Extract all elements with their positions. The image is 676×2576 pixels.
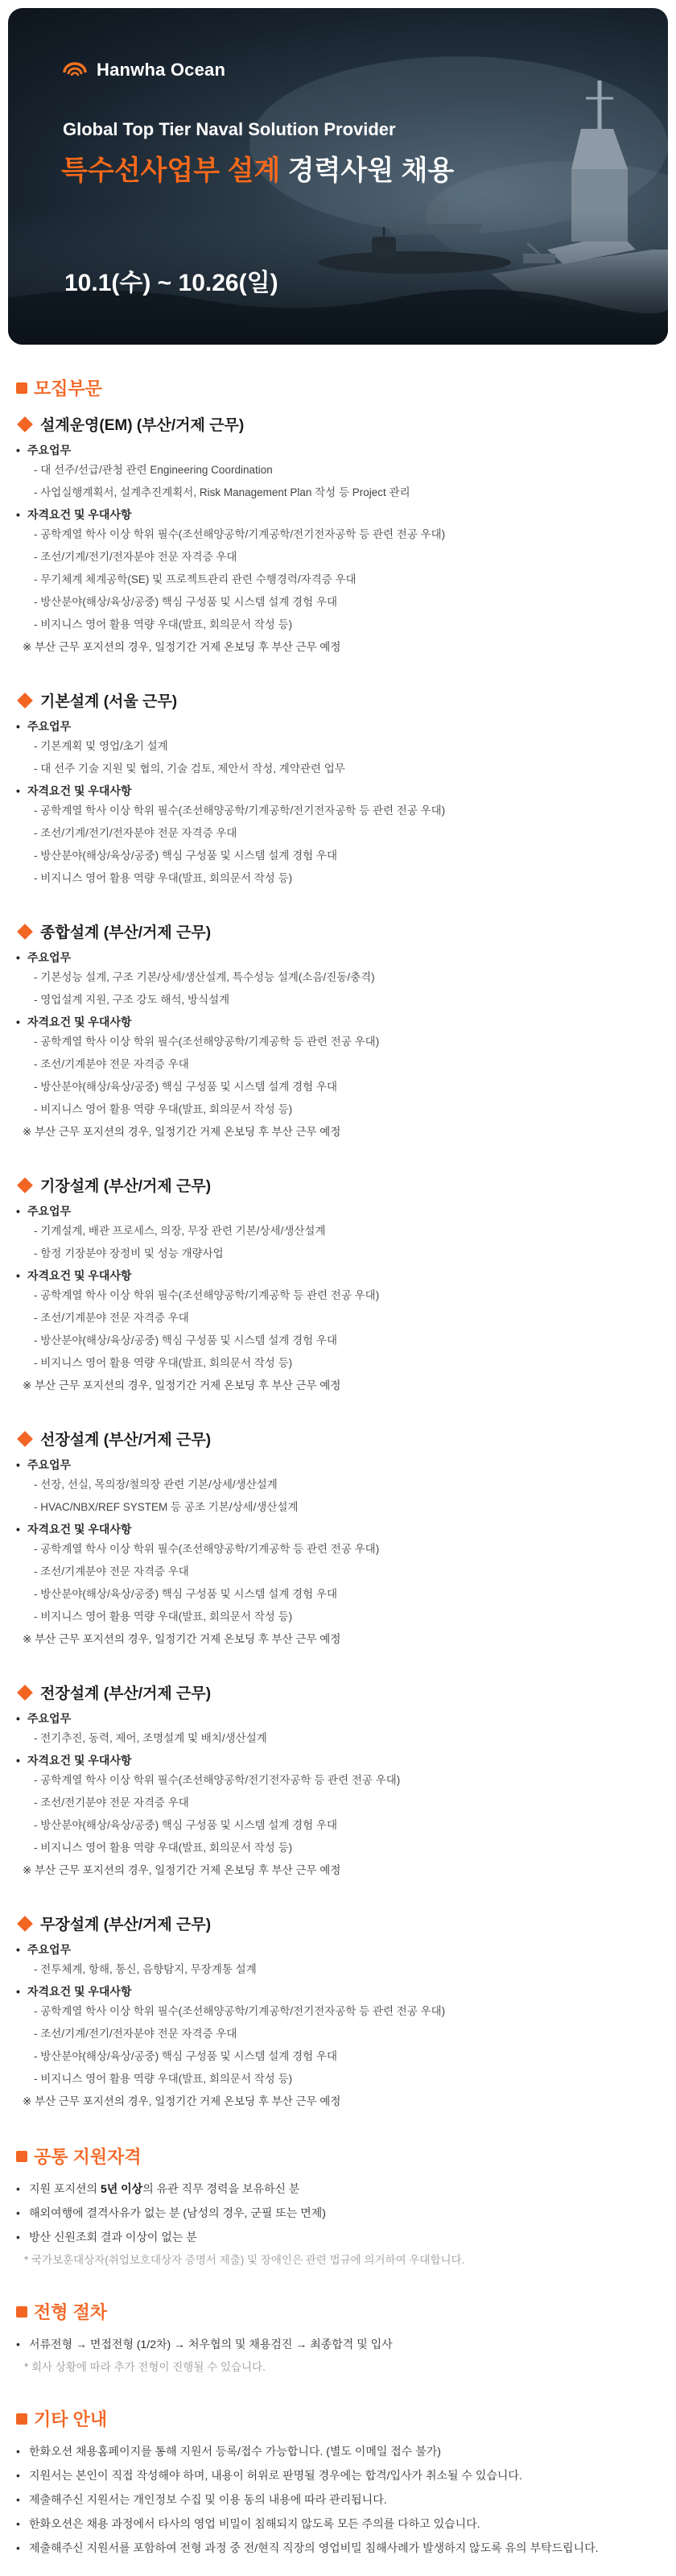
list-item: • 제출해주신 지원서는 개인정보 수집 및 이용 동의 내용에 따라 관리됩니다. [16, 2487, 658, 2512]
duty-item: - 대 선주 기술 지원 및 협의, 기술 검토, 제안서 작성, 계약관련 업무 [16, 758, 658, 780]
location-note: ※ 부산 근무 포지션의 경우, 일정기간 거제 온보딩 후 부산 근무 예정 [16, 1628, 658, 1651]
list-item: • 한화오션 채용홈페이지를 통해 지원서 등록/접수 가능합니다. (별도 이메일 접수 불가) [16, 2439, 658, 2463]
requirements-label: • 자격요건 및 우대사항 [16, 1751, 658, 1769]
job-title: 전장설계 (부산/거제 근무) [40, 1685, 212, 1702]
location-note: ※ 부산 근무 포지션의 경우, 일정기간 거제 온보딩 후 부산 근무 예정 [16, 2090, 658, 2113]
main-content [0, 345, 676, 2576]
diamond-bullet-icon [17, 416, 33, 432]
hero-title-rest: 경력사원 채용 [287, 155, 455, 186]
job-block [16, 413, 658, 659]
application-period: 10.1(수) ~ 10.26(일) [64, 270, 278, 296]
common-qualification-list [16, 2177, 658, 2272]
job-title: 선장설계 (부산/거제 근무) [40, 1432, 212, 1449]
duties-label: • 주요업무 [16, 1941, 658, 1958]
etc-list [16, 2439, 658, 2576]
section-recruit-heading [16, 375, 658, 400]
requirements-label: • 자격요건 및 우대사항 [16, 782, 658, 800]
job-block [16, 1681, 658, 1882]
requirement-item: - 공학계열 학사 이상 학위 필수(조선해양공학/기계공학/전기전자공학 등 관련 전공 우대) [16, 800, 658, 822]
requirement-item: - 공학계열 학사 이상 학위 필수(조선해양공학/기계공학/전기전자공학 등 관련 전공 우대) [16, 2000, 658, 2023]
requirement-item: - 공학계열 학사 이상 학위 필수(조선해양공학/기계공학 등 관련 전공 우대) [16, 1031, 658, 1053]
location-note: ※ 부산 근무 포지션의 경우, 일정기간 거제 온보딩 후 부산 근무 예정 [16, 1375, 658, 1397]
job-heading [16, 1681, 658, 1703]
requirements-group [16, 506, 658, 636]
requirement-item: - 비지니스 영어 활용 역량 우대(발표, 회의문서 작성 등) [16, 614, 658, 636]
duties-label: • 주요업무 [16, 949, 658, 966]
duties-label: • 주요업무 [16, 1710, 658, 1727]
requirements-group [16, 1520, 658, 1628]
job-block [16, 1174, 658, 1397]
job-heading [16, 413, 658, 435]
requirement-item: - 방산분야(해상/육상/공중) 핵심 구성품 및 시스템 설계 경험 우대 [16, 1329, 658, 1352]
duty-item: - 기본계획 및 영업/초기 설계 [16, 735, 658, 758]
job-title: 설계운영(EM) (부산/거제 근무) [40, 417, 245, 434]
diamond-bullet-icon [17, 924, 33, 940]
requirement-item: - 공학계열 학사 이상 학위 필수(조선해양공학/기계공학/전기전자공학 등 관련 전공 우대) [16, 523, 658, 546]
requirements-group [16, 1983, 658, 2090]
duty-item: - 선장, 선실, 목의장/철의장 관련 기본/상세/생산설계 [16, 1474, 658, 1496]
duty-item: - 영업설계 지원, 구조 강도 해석, 방식설계 [16, 989, 658, 1011]
job-heading [16, 689, 658, 711]
requirement-item: - 방산분야(해상/육상/공중) 핵심 구성품 및 시스템 설계 경험 우대 [16, 1583, 658, 1606]
hanwha-logo-icon [61, 58, 89, 82]
duties-group [16, 1202, 658, 1265]
requirement-item: - 공학계열 학사 이상 학위 필수(조선해양공학/기계공학 등 관련 전공 우대) [16, 1538, 658, 1561]
duties-group [16, 717, 658, 780]
requirement-item: - 방산분야(해상/육상/공중) 핵심 구성품 및 시스템 설계 경험 우대 [16, 2045, 658, 2068]
section-process-heading [16, 2299, 658, 2324]
location-note: ※ 부산 근무 포지션의 경우, 일정기간 거제 온보딩 후 부산 근무 예정 [16, 636, 658, 659]
duty-item: - 전투체계, 항해, 통신, 음향탐지, 무장계통 설계 [16, 1958, 658, 1981]
duties-group [16, 949, 658, 1011]
requirement-item: - 비지니스 영어 활용 역량 우대(발표, 회의문서 작성 등) [16, 867, 658, 890]
requirement-item: - 방산분야(해상/육상/공중) 핵심 구성품 및 시스템 설계 경험 우대 [16, 845, 658, 867]
duty-item: - 기계설계, 배관 프로세스, 의장, 무장 관련 기본/상세/생산설계 [16, 1220, 658, 1243]
duties-label: • 주요업무 [16, 717, 658, 735]
requirement-item: - 비지니스 영어 활용 역량 우대(발표, 회의문서 작성 등) [16, 1352, 658, 1375]
section-title: 모집부문 [34, 378, 103, 399]
requirement-item: - 조선/기계분야 전문 자격증 우대 [16, 1307, 658, 1329]
requirement-item: - 공학계열 학사 이상 학위 필수(조선해양공학/전기전자공학 등 관련 전공 우대) [16, 1769, 658, 1792]
requirements-group [16, 782, 658, 890]
requirement-item: - 무기체계 체계공학(SE) 및 프로젝트관리 관련 수행경력/자격증 우대 [16, 569, 658, 591]
section-square-icon [16, 2413, 27, 2425]
section-title: 기타 안내 [34, 2409, 108, 2429]
list-item: • 해외여행에 결격사유가 없는 분 (남성의 경우, 군필 또는 면제) [16, 2201, 658, 2225]
duties-label: • 주요업무 [16, 1202, 658, 1220]
duty-item: - 사업실행계획서, 설계추진계획서, Risk Management Plan 작성 등 Project 관리 [16, 482, 658, 504]
job-heading [16, 1428, 658, 1449]
requirement-item: - 조선/전기분야 전문 자격증 우대 [16, 1792, 658, 1814]
section-title: 공통 지원자격 [34, 2147, 142, 2167]
job-block [16, 920, 658, 1143]
requirement-item: - 비지니스 영어 활용 역량 우대(발표, 회의문서 작성 등) [16, 1098, 658, 1121]
diamond-bullet-icon [17, 1916, 33, 1932]
job-block [16, 1428, 658, 1651]
requirement-item: - 조선/기계/전기/전자분야 전문 자격증 우대 [16, 546, 658, 569]
note-text: * 회사 상황에 따라 추가 전형이 진행될 수 있습니다. [16, 2356, 658, 2379]
requirements-group [16, 1013, 658, 1121]
job-list [16, 413, 658, 2113]
requirement-item: - 방산분야(해상/육상/공중) 핵심 구성품 및 시스템 설계 경험 우대 [16, 591, 658, 614]
requirements-label: • 자격요건 및 우대사항 [16, 1267, 658, 1284]
job-heading [16, 1174, 658, 1196]
section-square-icon [16, 2151, 27, 2162]
diamond-bullet-icon [17, 1431, 33, 1447]
hero-banner [8, 8, 668, 345]
requirement-item: - 공학계열 학사 이상 학위 필수(조선해양공학/기계공학 등 관련 전공 우대) [16, 1284, 658, 1307]
job-heading [16, 1912, 658, 1934]
company-logo [61, 58, 225, 82]
list-item: • 서류전형 → 면접전형 (1/2차) → 처우협의 및 채용검진 → 최종합격 및 입사 [16, 2332, 658, 2356]
section-etc-heading [16, 2406, 658, 2431]
job-block [16, 689, 658, 890]
requirement-item: - 비지니스 영어 활용 역량 우대(발표, 회의문서 작성 등) [16, 2068, 658, 2090]
duty-item: - 전기추진, 동력, 제어, 조명설계 및 배치/생산설계 [16, 1727, 658, 1750]
requirements-group [16, 1751, 658, 1859]
requirements-group [16, 1267, 658, 1375]
job-title: 종합설계 (부산/거제 근무) [40, 924, 212, 941]
requirement-item: - 비지니스 영어 활용 역량 우대(발표, 회의문서 작성 등) [16, 1837, 658, 1859]
requirements-label: • 자격요건 및 우대사항 [16, 1983, 658, 2000]
job-title: 무장설계 (부산/거제 근무) [40, 1916, 212, 1933]
hero-subtitle: Global Top Tier Naval Solution Provider [63, 119, 396, 139]
duty-item: - HVAC/NBX/REF SYSTEM 등 공조 기본/상세/생산설계 [16, 1496, 658, 1519]
section-common-heading [16, 2144, 658, 2169]
diamond-bullet-icon [17, 1685, 33, 1701]
duties-group [16, 1710, 658, 1750]
hero-title [61, 148, 454, 188]
job-heading [16, 920, 658, 942]
section-title: 전형 절차 [34, 2302, 108, 2322]
requirement-item: - 조선/기계분야 전문 자격증 우대 [16, 1053, 658, 1076]
duties-group [16, 1456, 658, 1519]
note-text: * 국가보훈대상자(취업보호대상자 증명서 제출) 및 장애인은 관련 법규에 의거하여 우대합니다. [16, 2249, 658, 2272]
list-item: • 방산 신원조회 결과 이상이 없는 분 [16, 2225, 658, 2249]
requirements-label: • 자격요건 및 우대사항 [16, 1013, 658, 1031]
job-title: 기본설계 (서울 근무) [40, 693, 178, 710]
location-note: ※ 부산 근무 포지션의 경우, 일정기간 거제 온보딩 후 부산 근무 예정 [16, 1121, 658, 1143]
list-item: • 제출해주신 지원서를 포함하여 전형 과정 중 전/현직 직장의 영업비밀 침해사례가 발생하지 않도록 유의 부탁드립니다. [16, 2536, 658, 2560]
requirement-item: - 조선/기계/전기/전자분야 전문 자격증 우대 [16, 2023, 658, 2045]
duties-group [16, 1941, 658, 1981]
job-title: 기장설계 (부산/거제 근무) [40, 1178, 212, 1195]
duty-item: - 대 선주/선급/관청 관련 Engineering Coordination [16, 459, 658, 482]
requirements-label: • 자격요건 및 우대사항 [16, 506, 658, 523]
requirement-item: - 조선/기계분야 전문 자격증 우대 [16, 1561, 658, 1583]
requirement-item: - 방산분야(해상/육상/공중) 핵심 구성품 및 시스템 설계 경험 우대 [16, 1814, 658, 1837]
logo-text: Hanwha Ocean [97, 60, 226, 80]
job-block [16, 1912, 658, 2113]
process-list [16, 2332, 658, 2379]
requirement-item: - 비지니스 영어 활용 역량 우대(발표, 회의문서 작성 등) [16, 1606, 658, 1628]
list-item: • 지원 포지션의 5년 이상의 유관 직무 경력을 보유하신 분 [16, 2177, 658, 2201]
duty-item: - 기본성능 설계, 구조 기본/상세/생산설계, 특수성능 설계(소음/진동/충격) [16, 966, 658, 989]
duties-label: • 주요업무 [16, 441, 658, 459]
requirements-label: • 자격요건 및 우대사항 [16, 1520, 658, 1538]
section-square-icon [16, 2306, 27, 2318]
list-item: • 한화오션은 채용 과정에서 타사의 영업 비밀이 침해되지 않도록 모든 주의를 다하고 있습니다. [16, 2512, 658, 2536]
duties-label: • 주요업무 [16, 1456, 658, 1474]
hero-title-accent: 특수선사업부 설계 [61, 155, 281, 186]
diamond-bullet-icon [17, 1177, 33, 1193]
location-note: ※ 부산 근무 포지션의 경우, 일정기간 거제 온보딩 후 부산 근무 예정 [16, 1859, 658, 1882]
section-square-icon [16, 382, 27, 394]
requirement-item: - 방산분야(해상/육상/공중) 핵심 구성품 및 시스템 설계 경험 우대 [16, 1076, 658, 1098]
duties-group [16, 441, 658, 504]
requirement-item: - 조선/기계/전기/전자분야 전문 자격증 우대 [16, 822, 658, 845]
diamond-bullet-icon [17, 693, 33, 709]
duty-item: - 함정 기장분야 장정비 및 성능 개량사업 [16, 1243, 658, 1265]
list-item: • 지원서는 본인이 직접 작성해야 하며, 내용이 허위로 판명될 경우에는 합격/입사가 취소될 수 있습니다. [16, 2463, 658, 2487]
